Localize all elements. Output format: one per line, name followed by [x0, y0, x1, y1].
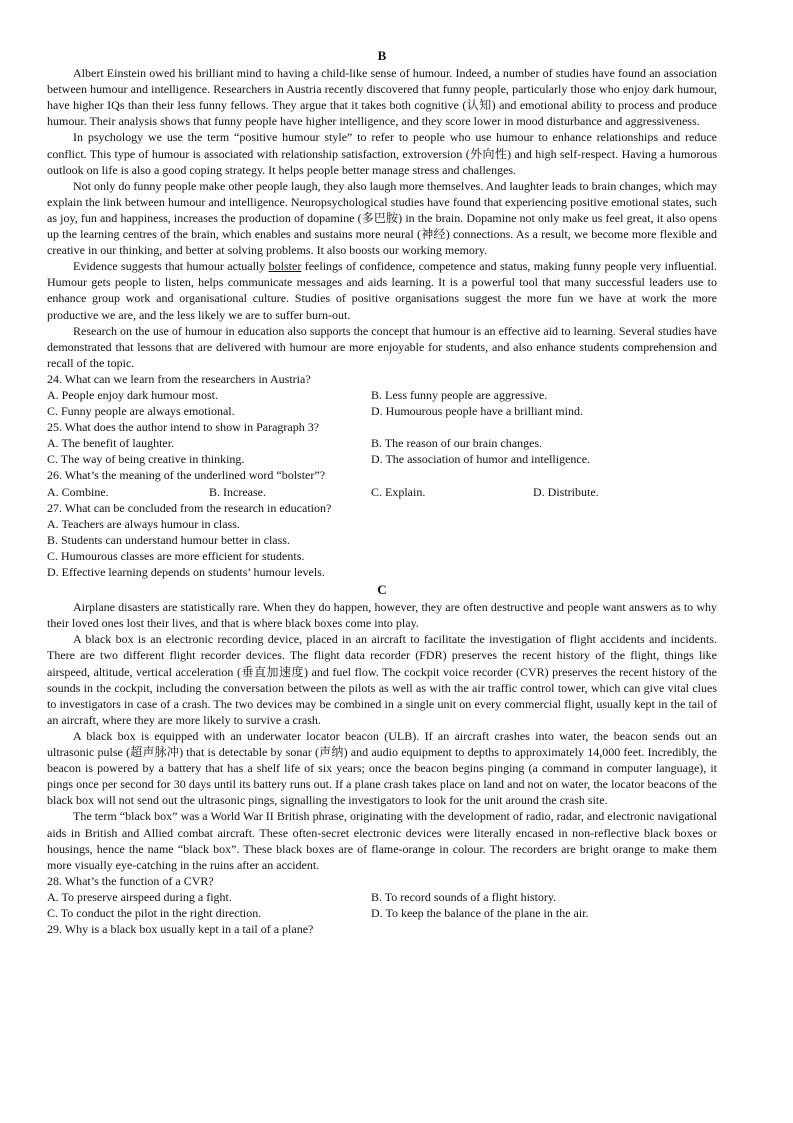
passage-c-paragraph-1: Airplane disasters are statistically rare. When they do happen, however, they are often destructive and people want answers as to why their loved ones lost their lives, and that is where black boxes come into play.	[47, 600, 717, 631]
question-26	[47, 467, 717, 499]
document-page	[47, 46, 717, 937]
question-25	[47, 419, 717, 467]
section-b-title: B	[377, 48, 387, 63]
question-stem: 28. What’s the function of a CVR?	[47, 873, 214, 888]
option-c[interactable]: C. To conduct the pilot in the right direction.	[47, 905, 262, 920]
option-d[interactable]: D. To keep the balance of the plane in the air.	[371, 905, 589, 920]
p4-text-before: Evidence suggests that humour actually	[73, 259, 269, 274]
passage-b-paragraph-2: In psychology we use the term “positive humour style” to refer to people who use humour to enhance relationships and reduce conflict. This type of humour is associated with relationship satisfaction, extroversion (外向性) and high self-respect. Having a humorous outlook on life is also a good coping strategy. It helps people better manage stress and challenges.	[47, 130, 717, 177]
option-a[interactable]: A. The benefit of laughter.	[47, 436, 175, 451]
option-c[interactable]: C. Explain.	[371, 484, 426, 499]
option-b[interactable]: B. Less funny people are aggressive.	[371, 387, 548, 402]
option-a[interactable]: A. People enjoy dark humour most.	[47, 387, 218, 402]
passage-b-paragraph-1: Albert Einstein owed his brilliant mind to having a child-like sense of humour. Indeed, a number of studies have found an association between humour and intelligence. Researchers in Austria recently discovered that funny people, particularly those who enjoy dark humour, have higher IQs than their less funny fellows. They argue that it takes both cognitive (认知) and emotional ability to process and produce humour. Their analysis shows that funny people have higher intelligence, and they score lower in mood disturbance and aggressiveness.	[47, 66, 717, 129]
question-29	[47, 921, 717, 937]
question-stem: 29. Why is a black box usually kept in a tail of a plane?	[47, 922, 314, 937]
option-a[interactable]: A. Teachers are always humour in class.	[47, 516, 240, 531]
option-c[interactable]: C. The way of being creative in thinking.	[47, 452, 245, 467]
p4-text-after: feelings of confidence, competence and status, making funny people very influential. Humour gets people to listen, helps communicate messages and aids learning. It is a powerful tool that many successful leaders use to enhance group work and organisational culture. Studies of positive organisations suggest the more fun we have at work the more productive we are, and the less likely we are to suffer burn-out.	[47, 259, 717, 322]
question-24	[47, 371, 717, 419]
option-b[interactable]: B. To record sounds of a flight history.	[371, 889, 557, 904]
option-d[interactable]: D. Distribute.	[533, 484, 599, 499]
question-stem: 27. What can be concluded from the research in education?	[47, 500, 332, 515]
question-28	[47, 873, 717, 921]
question-27	[47, 500, 717, 580]
passage-b-paragraph-3: Not only do funny people make other people laugh, they also laugh more themselves. And laughter leads to brain changes, which may explain the link between humour and intelligence. Neuropsychological studies have found that experiencing positive emotional states, such as joy, fun and happiness, increases the production of dopamine (多巴胺) in the brain. Dopamine not only make us feel great, it also opens up the learning centres of the brain, which enables and sustains more neural (神经) connections. As a result, we become more flexible and creative in our thinking, and better at solving problems. It also boosts our working memory.	[47, 178, 717, 258]
passage-c-paragraph-4: The term “black box” was a World War II British phrase, originating with the development of radio, radar, and electronic navigational aids in British and Allied combat aircraft. These often-secret electronic devices were literally encased in non-reflective black boxes or housings, hence the name “black box”. These black boxes are of flame-orange in colour. The recorders are bright orange to make them more visually eye-catching in the ruins after an accident.	[47, 809, 717, 872]
section-c-title: C	[377, 582, 387, 598]
option-c[interactable]: C. Humourous classes are more efficient for students.	[47, 548, 305, 563]
option-a[interactable]: A. To preserve airspeed during a fight.	[47, 889, 232, 904]
passage-c-paragraph-3: A black box is equipped with an underwater locator beacon (ULB). If an aircraft crashes into water, the beacon sends out an ultrasonic pulse (超声脉冲) that is detectable by sonar (声纳) and audio equipment to depths to approximately 14,000 feet. Incredibly, the beacon is powered by a battery that has a shelf life of six years; once the beacon begins pinging (a command in computer language), it pings once per second for 30 days until its battery runs out. If a plane crash takes place on land and not on water, the locator beacons of the black box will not send out the ultrasonic pings, signalling the investigators to look for the unit around the crash site.	[47, 728, 717, 808]
passage-b-paragraph-4	[47, 258, 717, 322]
option-d[interactable]: D. The association of humor and intelligence.	[371, 452, 591, 467]
option-b[interactable]: B. The reason of our brain changes.	[371, 436, 543, 451]
question-stem: 26. What’s the meaning of the underlined word “bolster”?	[47, 468, 326, 483]
option-a[interactable]: A. Combine.	[47, 484, 109, 499]
option-d[interactable]: D. Effective learning depends on students’ humour levels.	[47, 565, 325, 579]
option-c[interactable]: C. Funny people are always emotional.	[47, 404, 235, 419]
question-stem: 24. What can we learn from the researchers in Austria?	[47, 371, 311, 386]
option-d[interactable]: D. Humourous people have a brilliant mind.	[371, 404, 583, 419]
passage-b-paragraph-5: Research on the use of humour in education also supports the concept that humour is an effective aid to learning. Several studies have demonstrated that lessons that are delivered with humour are more enjoyable for students, and also enhance students comprehension and recall of the topic.	[47, 323, 717, 370]
question-stem: 25. What does the author intend to show in Paragraph 3?	[47, 420, 320, 435]
underlined-word-bolster: bolster	[268, 259, 302, 274]
option-b[interactable]: B. Students can understand humour better in class.	[47, 532, 290, 547]
passage-c-paragraph-2: A black box is an electronic recording device, placed in an aircraft to facilitate the investigation of flight accidents and incidents. There are two different flight recorder devices. The flight data recorder (FDR) preserves the recent history of the flight, things like airspeed, altitude, vertical acceleration (垂直加速度) and fuel flow. The cockpit voice recorder (CVR) preserves the recent history of the sounds in the cockpit, including the conversation between the pilots as well as with the air traffic control tower, which can give vital clues to investigators in case of a crash. The two devices may be combined in a single unit on every commercial flight, usually kept in the tail of an aircraft, where they are more likely to survive a crash.	[47, 632, 717, 727]
option-b[interactable]: B. Increase.	[209, 484, 266, 499]
